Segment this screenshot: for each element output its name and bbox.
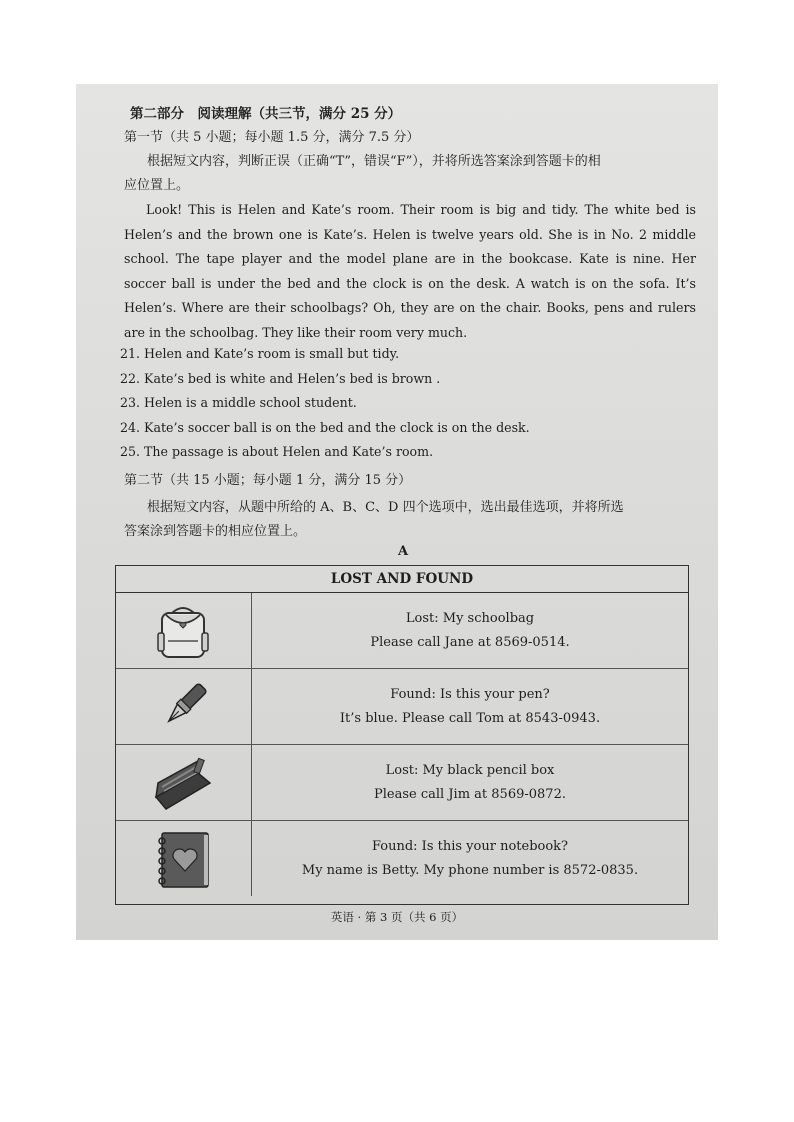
pencil-box-icon	[152, 753, 214, 813]
notice-text	[252, 669, 688, 744]
passage-label: A	[398, 544, 409, 559]
exam-page	[76, 84, 718, 940]
notice-text	[252, 745, 688, 820]
notice-line2: Please call Jane at 8569-0514.	[370, 635, 570, 650]
notice-line1: Found: Is this your pen?	[390, 687, 550, 702]
notice-line1: Lost: My black pencil box	[385, 763, 555, 778]
notice-line2: My name is Betty. My phone number is 8572-0835.	[301, 863, 639, 878]
section2-instruction-line2: 答案涂到答题卡的相应位置上。	[124, 524, 307, 539]
notice-line1: Lost: My schoolbag	[405, 611, 535, 626]
question-25: 25. The passage is about Helen and Kate’s room.	[120, 444, 434, 459]
schoolbag-icon	[152, 601, 214, 661]
table-row	[116, 669, 688, 745]
notice-line2: It’s blue. Please call Tom at 8543-0943.	[339, 711, 601, 726]
table-row	[116, 745, 688, 821]
notice-text	[252, 821, 688, 896]
page-footer: 英语 · 第 3 页（共 6 页）	[330, 910, 464, 924]
reading-passage: Look! This is Helen and Kate’s room. Their room is big and tidy. The white bed is Helen’s and the brown one is Kate’s. Helen is twelve years old. She is in No. 2 middle school. The tape player and the model plane are in the bookcase. Kate is nine. Her soccer ball is under the bed and the clock is on the desk. A watch is on the sofa. It’s Helen’s. Where are their schoolbags? Oh, they are on the chair. Books, pens and rulers are in the schoolbag. They like their room very much.	[124, 202, 696, 340]
icon-cell	[116, 745, 252, 820]
question-22: 22. Kate’s bed is white and Helen’s bed is brown .	[120, 371, 441, 386]
notebook-icon	[152, 829, 214, 889]
section2-header: 第二节（共 15 小题；每小题 1 分，满分 15 分）	[124, 473, 412, 488]
question-21: 21. Helen and Kate’s room is small but tidy.	[120, 346, 400, 361]
notice-line2: Please call Jim at 8569-0872.	[374, 787, 566, 802]
section1-header: 第一节（共 5 小题；每小题 1.5 分，满分 7.5 分）	[124, 130, 420, 145]
icon-cell	[116, 821, 252, 896]
section2-instruction-line1: 根据短文内容，从题中所给的 A、B、C、D 四个选项中，选出最佳选项，并将所选	[147, 500, 624, 515]
question-23: 23. Helen is a middle school student.	[120, 395, 357, 410]
table-row	[116, 821, 688, 896]
table-row	[116, 593, 688, 669]
icon-cell	[116, 669, 252, 744]
notice-text	[252, 593, 688, 668]
pen-icon	[152, 677, 214, 737]
lost-and-found-table	[115, 565, 689, 905]
section1-instruction-line2: 应位置上。	[124, 178, 190, 193]
notice-line1: Found: Is this your notebook?	[371, 839, 569, 854]
section1-instruction-line1: 根据短文内容，判断正误（正确“T”，错误“F”），并将所选答案涂到答题卡的相	[147, 154, 601, 169]
question-24: 24. Kate’s soccer ball is on the bed and the clock is on the desk.	[120, 420, 530, 435]
part-title: 第二部分 阅读理解（共三节，满分 25 分）	[130, 106, 402, 122]
icon-cell	[116, 593, 252, 668]
table-title: LOST AND FOUND	[116, 566, 688, 593]
